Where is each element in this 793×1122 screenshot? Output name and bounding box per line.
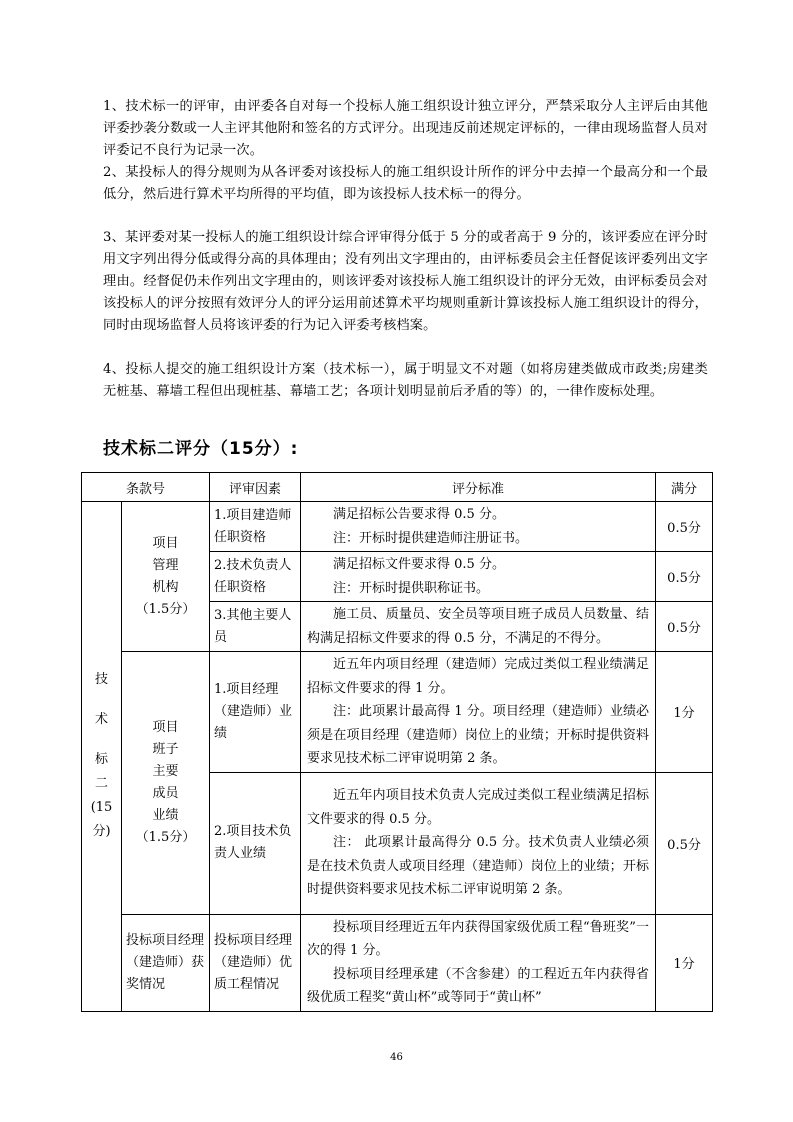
- standard-cell: [301, 772, 656, 914]
- intro-paragraph-2: 2、某投标人的得分规则为从各评委对该投标人的施工组织设计所作的评分中去掉一个最高分和一个最低分，然后进行算术平均所得的平均值，即为该投标人技术标一的得分。: [103, 165, 708, 203]
- factor-cell: 2.技术负责人任职资格: [210, 552, 301, 602]
- standard-line: 满足招标公告要求得 0.5 分。: [333, 507, 505, 522]
- scoring-table: [81, 472, 713, 1012]
- factor-cell: 2.项目技术负责人业绩: [210, 772, 301, 914]
- category-line: 主要: [152, 763, 179, 779]
- standard-line: 近五年内项目经理（建造师）完成过类似工程业绩满足招标文件要求的得 1 分。: [307, 657, 650, 696]
- group-label-char: 标: [94, 752, 108, 768]
- category-line: 班子: [152, 741, 179, 757]
- standard-line: 注：此项累计最高得 1 分。项目经理（建造师）业绩必须是在项目经理（建造师）岗位上的业绩；开标时提供资料要求见技术标二评审说明第 2 条。: [307, 704, 650, 766]
- standard-line: 注：开标时提供职称证书。: [333, 580, 490, 596]
- category-management: [122, 502, 210, 652]
- score-cell: 0.5分: [656, 552, 713, 602]
- header-standard: 评分标准: [301, 473, 656, 502]
- category-line: （1.5分）: [135, 829, 196, 845]
- standard-line: 投标项目经理承建（不含参建）的工程近五年内获得省级优质工程奖“黄山杯”或等同于“黄山杯”: [307, 966, 650, 1005]
- category-line: 管理: [152, 557, 179, 573]
- table-row: [82, 502, 713, 552]
- group-label-char: 二: [94, 776, 108, 792]
- factor-cell: 1.项目建造师任职资格: [210, 502, 301, 552]
- category-line: 机构: [152, 579, 179, 595]
- category-line: （1.5分）: [135, 601, 196, 617]
- table-row: [82, 914, 713, 1011]
- standard-cell: [301, 914, 656, 1011]
- standard-cell: [301, 502, 656, 552]
- standard-line: 近五年内项目技术负责人完成过类似工程业绩满足招标文件要求的得 0.5 分。: [307, 788, 650, 827]
- standard-cell: [301, 552, 656, 602]
- group-label-cell: [82, 502, 122, 1012]
- header-full-score: 满分: [656, 473, 713, 502]
- group-label-char: 技: [94, 672, 108, 688]
- standard-line: 施工员、质量员、安全员等项目班子成员人员数量、结构满足招标文件要求的得 0.5 分，不满足的不得分。: [307, 607, 650, 646]
- standard-line: 投标项目经理近五年内获得国家级优质工程“鲁班奖”一次的得 1 分。: [307, 919, 650, 958]
- standard-line: 注： 此项累计最高得分 0.5 分。技术负责人业绩必须是在技术负责人或项目经理（建造师）岗位上的业绩；开标时提供资料要求见技术标二评审说明第 2 条。: [307, 835, 650, 898]
- header-clause: 条款号: [82, 473, 210, 502]
- category-line: 业绩: [152, 807, 179, 823]
- intro-paragraph-4: 4、投标人提交的施工组织设计方案（技术标一），属于明显文不对题（如将房建类做成市政类;房建类无桩基、幕墙工程但出现桩基、幕墙工艺；各项计划明显前后矛盾的等）的，一律作废标处理。: [103, 362, 708, 400]
- score-cell: 0.5分: [656, 772, 713, 914]
- category-line: 项目: [152, 719, 179, 735]
- group-label-char: 术: [94, 712, 108, 728]
- header-factor: 评审因素: [210, 473, 301, 502]
- factor-cell: 投标项目经理（建造师）优质工程情况: [210, 914, 301, 1011]
- standard-cell: [301, 602, 656, 652]
- standard-cell: [301, 652, 656, 773]
- score-cell: 1分: [656, 914, 713, 1011]
- category-line: 成员: [152, 785, 179, 801]
- score-cell: 0.5分: [656, 602, 713, 652]
- group-label-char: 分): [92, 824, 111, 840]
- table-header-row: [82, 473, 713, 502]
- table-row: [82, 652, 713, 773]
- intro-paragraph-3: 3、某评委对某一投标人的施工组织设计综合评审得分低于 5 分的或者高于 9 分的，该评委应在评分时用文字列出得分低或得分高的具体理由；没有列出文字理由的，由评标委员会主任督促该评委列出文字理由。经督促仍未作列出文字理由的，则该评委对该投标人施工组织设计的评分无效，由评标委员会对该投标人的评分按照有效评分人的评分运用前述算术平均规则重新计算该投标人施工组织设计的得分，同时由现场监督人员将该评委的行为记入评委考核档案。: [103, 230, 708, 334]
- category-award: 投标项目经理（建造师）获奖情况: [122, 914, 210, 1011]
- standard-line: 注：开标时提供建造师注册证书。: [333, 530, 529, 546]
- factor-cell: 1.项目经理（建造师）业绩: [210, 652, 301, 773]
- standard-line: 满足招标文件要求得 0.5 分。: [333, 557, 505, 572]
- category-line: 项目: [152, 535, 179, 551]
- score-cell: 0.5分: [656, 502, 713, 552]
- factor-cell: 3.其他主要人员: [210, 602, 301, 652]
- score-cell: 1分: [656, 652, 713, 773]
- intro-paragraph-1: 1、技术标一的评审，由评委各自对每一个投标人施工组织设计独立评分，严禁采取分人主评后由其他评委抄袭分数或一人主评其他附和签名的方式评分。出现违反前述规定评标的，一律由现场监督人员对评委记不良行为记录一次。: [103, 99, 708, 159]
- group-label-char: (15: [90, 800, 113, 816]
- category-team: [122, 652, 210, 915]
- section-title: 技术标二评分（15分）:: [103, 439, 299, 459]
- page-number: 46: [390, 1052, 403, 1063]
